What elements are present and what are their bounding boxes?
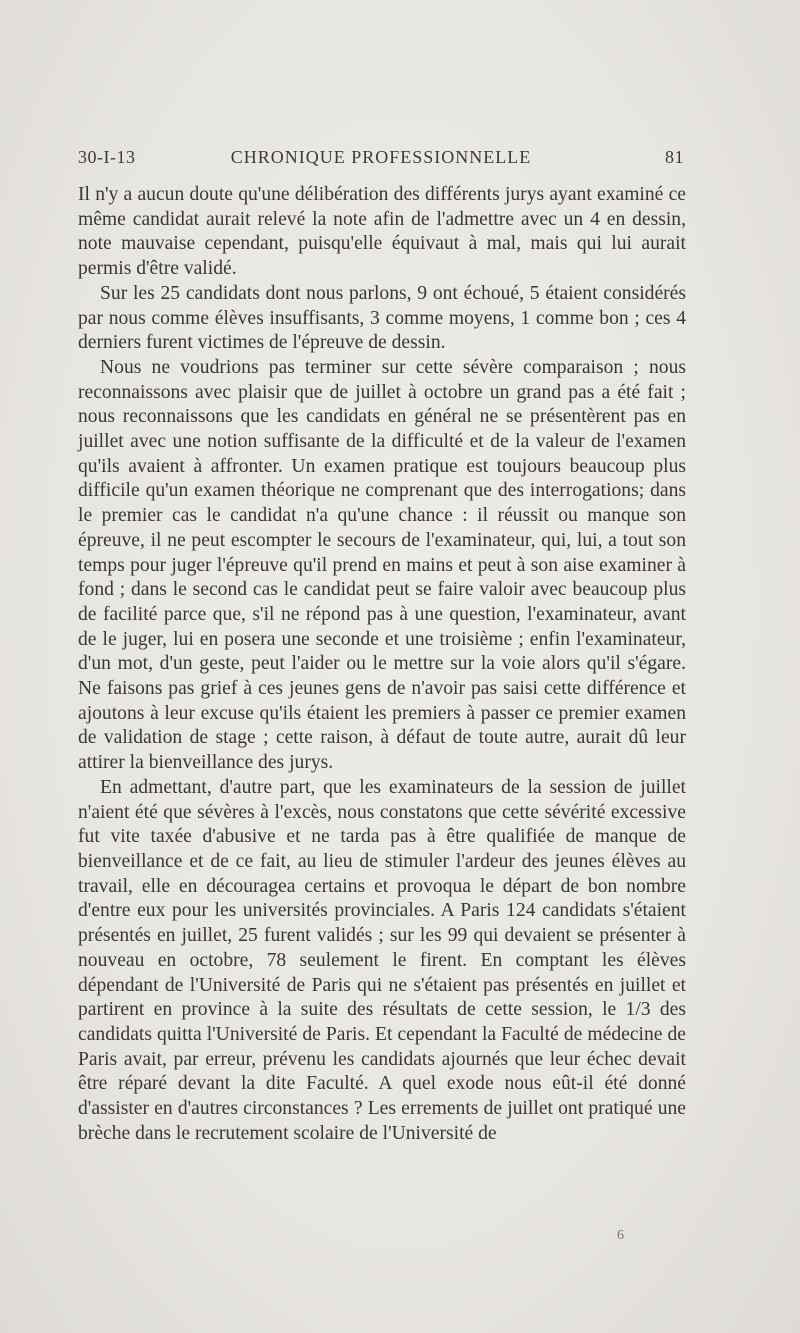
paragraph: Nous ne voudrions pas terminer sur cette sévère comparaison ; nous reconnaissons avec plaisir que de juillet à octobre un grand pas a été fait ; nous reconnaissons que les candidats en général ne se présentèrent pas en juillet avec une notion suffisante de la difficulté et de la valeur de l'examen qu'ils avaient à affronter. Un examen pratique est toujours beaucoup plus difficile qu'un examen théorique ne comprenant que des interrogations; dans le premier cas le candidat n'a qu'une chance : il réussit ou manque son épreuve, il ne peut escompter le secours de l'examinateur, qui, lui, a tout son temps pour juger l'épreuve qu'il prend en mains et peut à son aise examiner à fond ; dans le second cas le candidat peut se faire valoir avec beaucoup plus de facilité parce que, s'il ne répond pas à une question, l'examinateur, avant de le juger, lui en posera une seconde et une troisième ; enfin l'examinateur, d'un mot, d'un geste, peut l'aider ou le mettre sur la voie alors qu'il s'égare. Ne faisons pas grief à ces jeunes gens de n'avoir pas saisi cette différence et ajoutons à leur excuse qu'ils étaient les premiers à passer ce premier examen de validation de stage ; cette raison, à défaut de toute autre, aurait dû leur attirer la bienveillance des jurys. <box>78 356 686 774</box>
header-date: 30-I-13 <box>78 147 136 167</box>
page-number: 81 <box>665 147 684 167</box>
paragraph: Sur les 25 candidats dont nous parlons, 9 ont échoué, 5 étaient considérés par nous comme élèves insuffisants, 3 comme moyens, 1 comme bon ; ces 4 derniers furent victimes de l'épreuve de dessin. <box>78 282 686 354</box>
signature-mark: 6 <box>617 1228 624 1243</box>
running-header <box>78 147 684 177</box>
paragraph: Il n'y a aucun doute qu'une délibération des différents jurys ayant examiné ce même candidat aurait relevé la note afin de l'admettre avec un 4 en dessin, note mauvaise cependant, puisqu'elle équivaut à mal, mais qui lui aurait permis d'être validé. <box>78 184 686 280</box>
article-body <box>78 183 686 1146</box>
paragraph: En admettant, d'autre part, que les examinateurs de la session de juillet n'aient été que sévères à l'excès, nous constatons que cette sévérité excessive fut vite taxée d'abusive et ne tarda pas à être qualifiée de manque de bienveillance et de ce fait, au lieu de stimuler l'ardeur des jeunes élèves au travail, elle en découragea certains et provoqua le départ de bon nombre d'entre eux pour les universités provinciales. A Paris 124 candidats s'étaient présentés en juillet, 25 furent validés ; sur les 99 qui devaient se présenter à nouveau en octobre, 78 seulement le firent. En comptant les élèves dépendant de l'Université de Paris qui ne s'étaient pas présentés en juillet et partirent en province à la suite des résultats de cette session, le 1/3 des candidats quitta l'Université de Paris. Et cependant la Faculté de médecine de Paris avait, par erreur, prévenu les candidats ajournés que leur échec devait être réparé devant la dite Faculté. A quel exode nous eût-il été donné d'assister en d'autres circonstances ? Les errements de juillet ont pratiqué une brèche dans le recrutement scolaire de l'Université de <box>78 776 686 1144</box>
header-title: CHRONIQUE PROFESSIONNELLE <box>230 147 532 167</box>
